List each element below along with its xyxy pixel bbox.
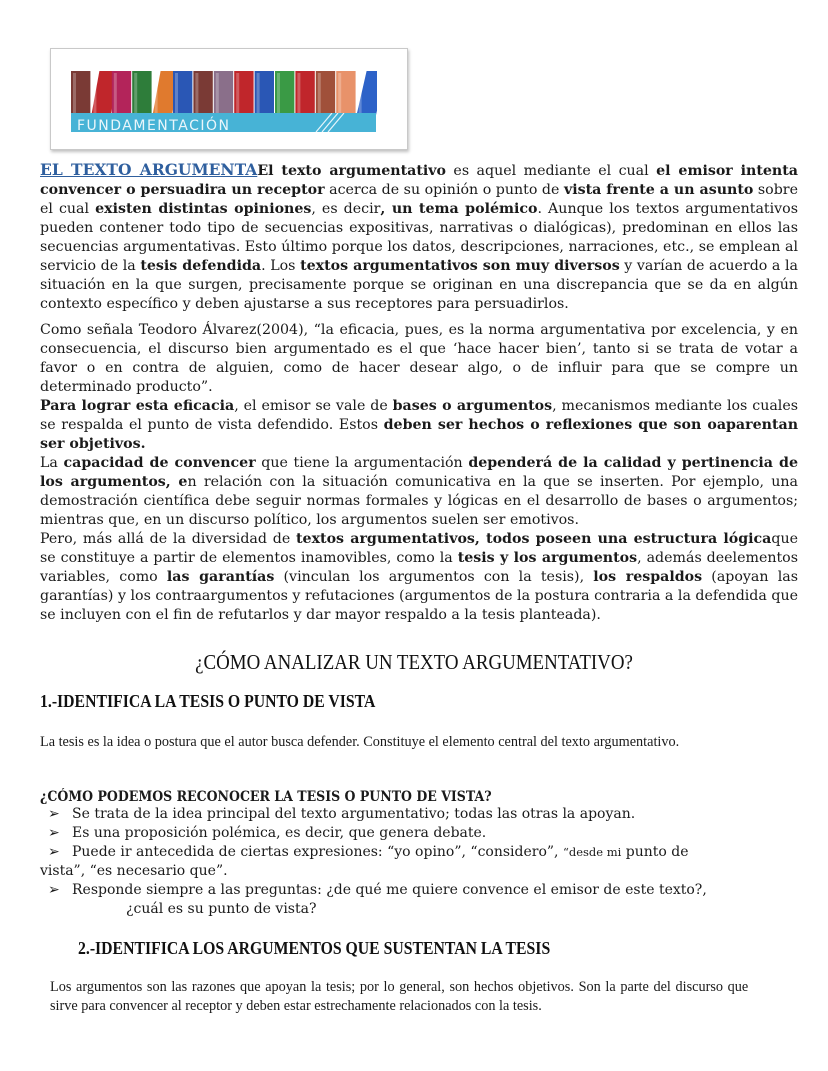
stripes-decoration-icon [308,113,348,132]
step2-heading: 2.-IDENTIFICA LOS ARGUMENTOS QUE SUSTENTAN LA TESIS [78,938,551,958]
logo-label: FUNDAMENTACIÓN [77,118,231,132]
arrow-bullet-icon: ➢ [48,882,60,898]
list-item-continuation: vista”, “es necesario que”. [40,863,228,879]
step1-question: ¿CÓMO PODEMOS RECONOCER LA TESIS O PUNTO DE VISTA? [40,789,492,805]
intro-heading[interactable]: EL TEXTO ARGUMENTA [40,160,258,179]
list-item: ➢ Puede ir antecedida de ciertas expresiones: “yo opino”, “considero”, “desde mi punto de [40,843,760,862]
list-item: ➢ Responde siempre a las preguntas: ¿de qué me quiere convence el emisor de este texto?, [40,881,760,900]
intro-text: El texto argumentativo es aquel mediante el cual el emisor intenta convencer o persuadira un receptor acerca de su opinión o punto de vista frente a un asunto sobre el cual existen distintas opiniones, es decir, un tema polémico. Aunque los textos argumentativos pueden contener todo tipo de secuencias expositivas, narrativas o dialógicas), predominan en ellos las secuencias argumentativas. Esto último porque los datos, descripciones, narraciones, etc., se emplean al servicio de la tesis defendida. Los textos argumentativos son muy diversos y varían de acuerdo a la situación en la que surgen, precisamente porque se originan en una discrepancia que se da en algún contexto específico y deben ajustarse a sus receptores para persuadirlos. [40,163,798,312]
arrow-bullet-icon: ➢ [48,806,60,822]
logo-band [71,113,376,132]
efficacy-paragraph: Para lograr esta eficacia, el emisor se vale de bases o argumentos, mecanismos mediante los cuales se respalda el punto de vista defendido. Estos deben ser hechos o reflexiones que son oaparentan ser objetivos. [40,398,799,452]
step2-body: Los argumentos son las razones que apoyan la tesis; por lo general, son hechos objetivos. Son la parte del discurso que sirve para convencer al receptor y deben estar estrechamente relacionados con la tesis. [50,979,749,1014]
step1-heading: 1.-IDENTIFICA LA TESIS O PUNTO DE VISTA [40,691,376,711]
step1-bullet-list [40,805,760,919]
books-illustration-icon [71,69,377,117]
list-item-continuation: ¿cuál es su punto de vista? [126,901,317,917]
step1-body: La tesis es la idea o postura que el autor busca defender. Constituye el elemento central del texto argumentativo. [40,734,680,750]
fundamentacion-logo [50,48,408,150]
arrow-bullet-icon: ➢ [48,844,60,860]
list-item: ➢ Es una proposición polémica, es decir, que genera debate. [40,824,760,843]
section-title: ¿CÓMO ANALIZAR UN TEXTO ARGUMENTATIVO? [195,650,633,674]
arrow-bullet-icon: ➢ [48,825,60,841]
intro-paragraph [40,160,798,314]
capacity-paragraph: La capacidad de convencer que tiene la argumentación dependerá de la calidad y pertinencia de los argumentos, en relación con la situación comunicativa en la que se inserten. Por ejemplo, una demostración científica debe seguir normas formales y lógicas en el desarrollo de bases o argumentos; mientras que, en un discurso político, los argumentos suelen ser emotivos. [40,455,798,528]
quote-paragraph: Como señala Teodoro Álvarez(2004), “la eficacia, pues, es la norma argumentativa por excelencia, y en consecuencia, el discurso bien argumentado es el que ‘hace hacer bien’, tanto si se trata de votar a favor o en contra de alguien, como de hacer desear algo, o de influir para que se compre un determinado producto”. [40,322,798,395]
body-paragraphs [40,321,798,625]
list-item: ➢ Se trata de la idea principal del texto argumentativo; todas las otras la apoyan. [40,805,760,824]
structure-paragraph: Pero, más allá de la diversidad de textos argumentativos, todos poseen una estructura lógicaque se constituye a partir de elementos inamovibles, como la tesis y los argumentos, además deelementos variables, como las garantías (vinculan los argumentos con la tesis), los respaldos (apoyan las garantías) y los contraargumentos y refutaciones (argumentos de la postura contraria a la defendida que se incluyen con el fin de refutarlos y dar mayor respaldo a la tesis planteada). [40,531,798,623]
